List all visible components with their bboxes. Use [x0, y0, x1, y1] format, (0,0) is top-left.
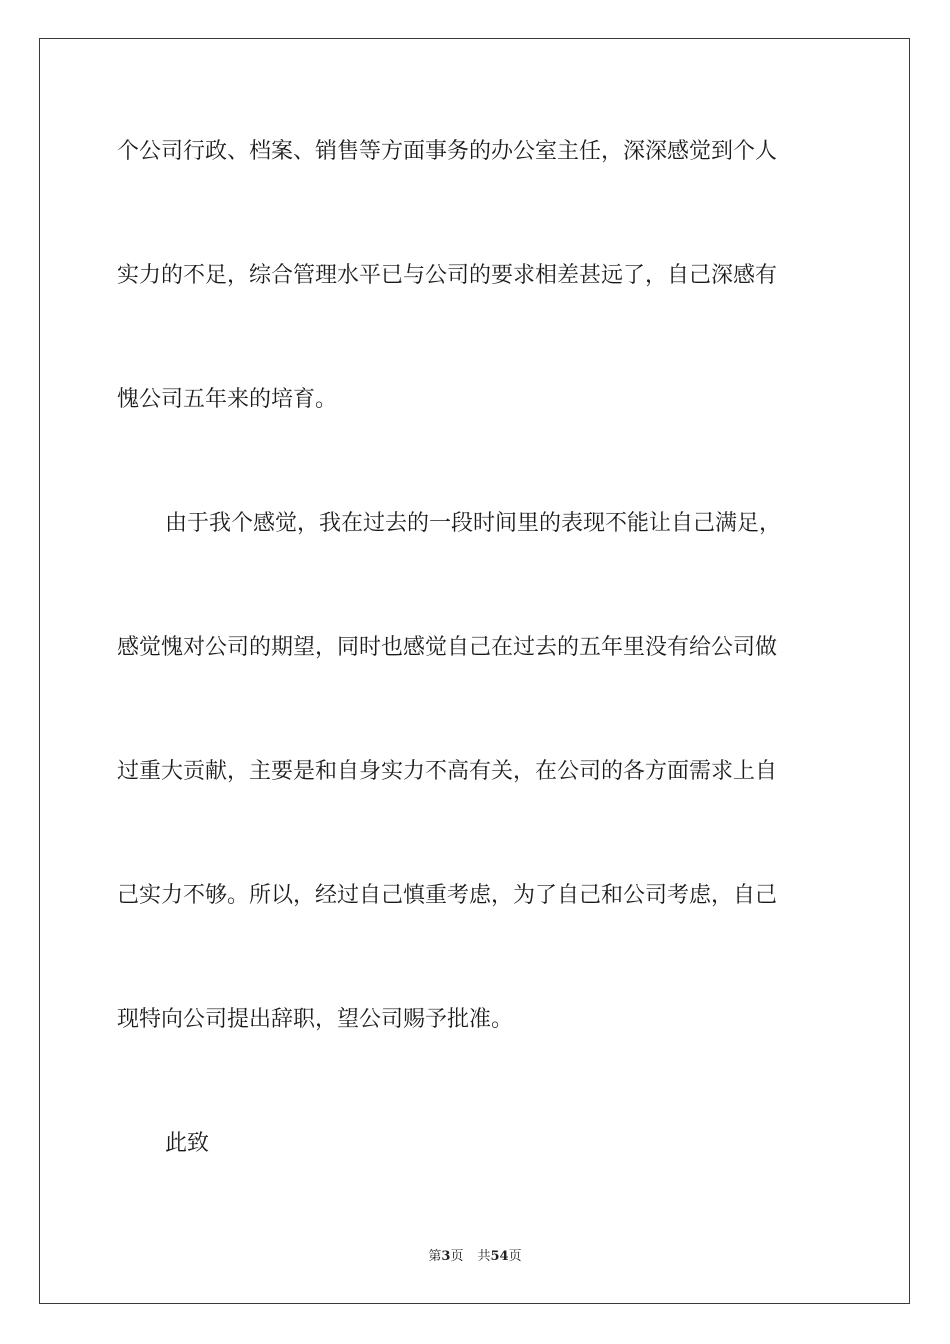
- closing-salutation: 此致: [165, 1131, 210, 1156]
- text-line-7: 己实力不够。所以，经过自己慎重考虑，为了自己和公司考虑，自己: [117, 883, 778, 908]
- total-suffix: 页: [508, 1249, 522, 1264]
- page-prefix: 第: [428, 1249, 442, 1264]
- text-line-2: 实力的不足，综合管理水平已与公司的要求相差甚远了，自己深感有: [117, 263, 778, 288]
- text-line-6: 过重大贡献，主要是和自身实力不高有关，在公司的各方面需求上自: [117, 759, 778, 784]
- page-footer: [0, 1245, 950, 1264]
- page-number: 3: [441, 1249, 451, 1264]
- text-line-1: 个公司行政、档案、销售等方面事务的办公室主任，深深感觉到个人: [117, 139, 778, 164]
- page-border: [39, 38, 910, 1304]
- total-pages: 54: [490, 1249, 509, 1264]
- text-line-3: 愧公司五年来的培育。: [117, 387, 338, 412]
- total-prefix: 共: [477, 1249, 491, 1264]
- page-suffix: 页: [450, 1249, 464, 1264]
- text-line-8: 现特向公司提出辞职，望公司赐予批准。: [117, 1007, 514, 1032]
- text-line-4: 由于我个感觉，我在过去的一段时间里的表现不能让自己满足，: [165, 511, 782, 536]
- text-line-5: 感觉愧对公司的期望，同时也感觉自己在过去的五年里没有给公司做: [117, 635, 778, 660]
